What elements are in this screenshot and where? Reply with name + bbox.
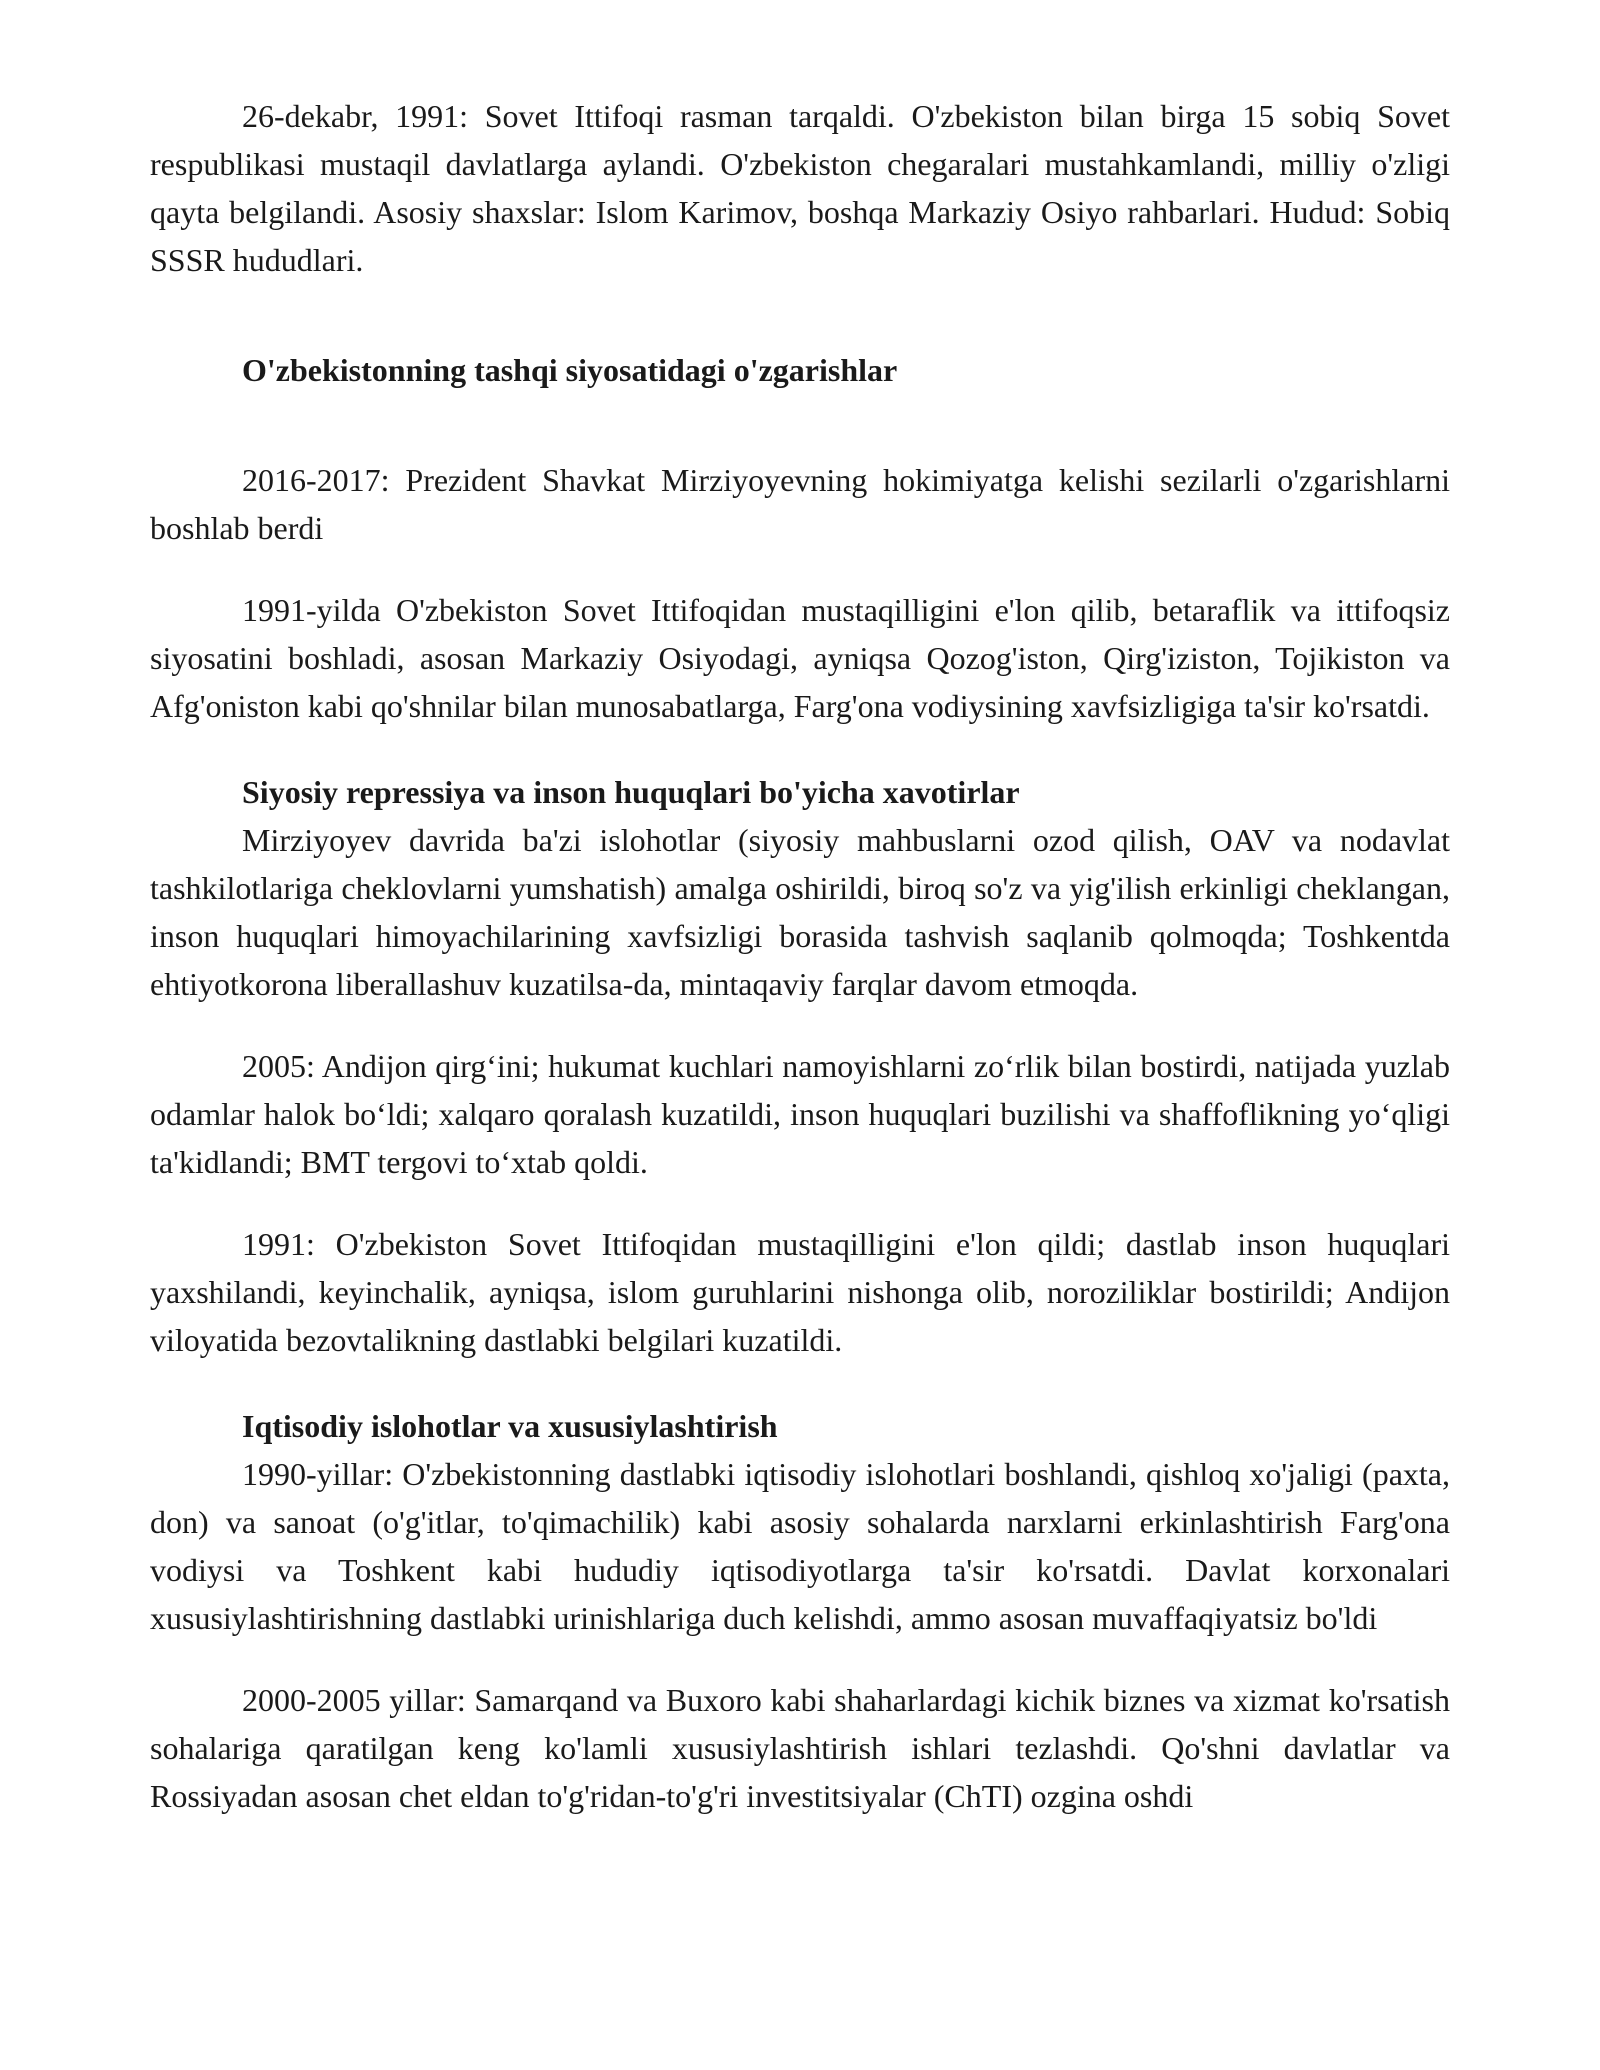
paragraph-1991-dissolution: 26-dekabr, 1991: Sovet Ittifoqi rasman tarqaldi. O'zbekiston bilan birga 15 sobiq Sovet respublikasi mustaqil davlatlarga aylandi. O'zbekiston chegaralari mustahkamlandi, milliy o'zligi qayta belgilandi. Asosiy shaxslar: Islom Karimov, boshqa Markaziy Osiyo rahbarlari. Hudud: Sobiq SSSR hududlari. bbox=[150, 98, 1450, 278]
paragraph-2000-2005-privatization: 2000-2005 yillar: Samarqand va Buxoro kabi shaharlardagi kichik biznes va xizmat ko'rsatish sohalariga qaratilgan keng ko'lamli xususiylashtirish ishlari tezlashdi. Qo'shni davlatlar va Rossiyadan asosan chet eldan to'g'ridan-to'g'ri investitsiyalar (ChTI) ozgina oshdi bbox=[150, 1682, 1450, 1814]
heading-foreign-policy: O'zbekistonning tashqi siyosatidagi o'zgarishlar bbox=[242, 352, 898, 388]
heading-economic-reforms: Iqtisodiy islohotlar va xususiylashtirish bbox=[242, 1408, 778, 1444]
paragraph-2005-andijan: 2005: Andijon qirg‘ini; hukumat kuchlari namoyishlarni zo‘rlik bilan bostirdi, natijada yuzlab odamlar halok bo‘ldi; xalqaro qoralash kuzatildi, inson huquqlari buzilishi va shaffoflikning yo‘qligi ta'kidlandi; BMT tergovi to‘xtab qoldi. bbox=[150, 1048, 1450, 1180]
paragraph-1991-neutrality: 1991-yilda O'zbekiston Sovet Ittifoqidan mustaqilligini e'lon qilib, betaraflik va ittifoqsiz siyosatini boshladi, asosan Markaziy Osiyodagi, ayniqsa Qozog'iston, Qirg'iziston, Tojikiston va Afg'oniston kabi qo'shnilar bilan munosabatlarga, Farg'ona vodiysining xavfsizligiga ta'sir ko'rsatdi. bbox=[150, 592, 1450, 724]
paragraph-2016-2017: 2016-2017: Prezident Shavkat Mirziyoyevning hokimiyatga kelishi sezilarli o'zgarishlarni boshlab berdi bbox=[150, 462, 1450, 546]
paragraph-1991-human-rights: 1991: O'zbekiston Sovet Ittifoqidan mustaqilligini e'lon qildi; dastlab inson huquqlari yaxshilandi, keyinchalik, ayniqsa, islom guruhlarini nishonga olib, noroziliklar bostirildi; Andijon viloyatida bezovtalikning dastlabki belgilari kuzatildi. bbox=[150, 1226, 1450, 1358]
heading-human-rights: Siyosiy repressiya va inson huquqlari bo'yicha xavotirlar bbox=[242, 774, 1020, 810]
paragraph-1990s-economy: 1990-yillar: O'zbekistonning dastlabki iqtisodiy islohotlari boshlandi, qishloq xo'jaligi (paxta, don) va sanoat (o'g'itlar, to'qimachilik) kabi asosiy sohalarda narxlarni erkinlashtirish Farg'ona vodiysi va Toshkent kabi hududiy iqtisodiyotlarga ta'sir ko'rsatdi. Davlat korxonalari xususiylashtirishning dastlabki urinishlariga duch kelishdi, ammo asosan muvaffaqiyatsiz bo'ldi bbox=[150, 1456, 1450, 1636]
paragraph-mirziyoyev-reforms: Mirziyoyev davrida ba'zi islohotlar (siyosiy mahbuslarni ozod qilish, OAV va nodavlat tashkilotlariga cheklovlarni yumshatish) amalga oshirildi, biroq so'z va yig'ilish erkinligi cheklangan, inson huquqlari himoyachilarining xavfsizligi borasida tashvish saqlanib qolmoqda; Toshkentda ehtiyotkorona liberallashuv kuzatilsa-da, mintaqaviy farqlar davom etmoqda. bbox=[150, 822, 1450, 1002]
